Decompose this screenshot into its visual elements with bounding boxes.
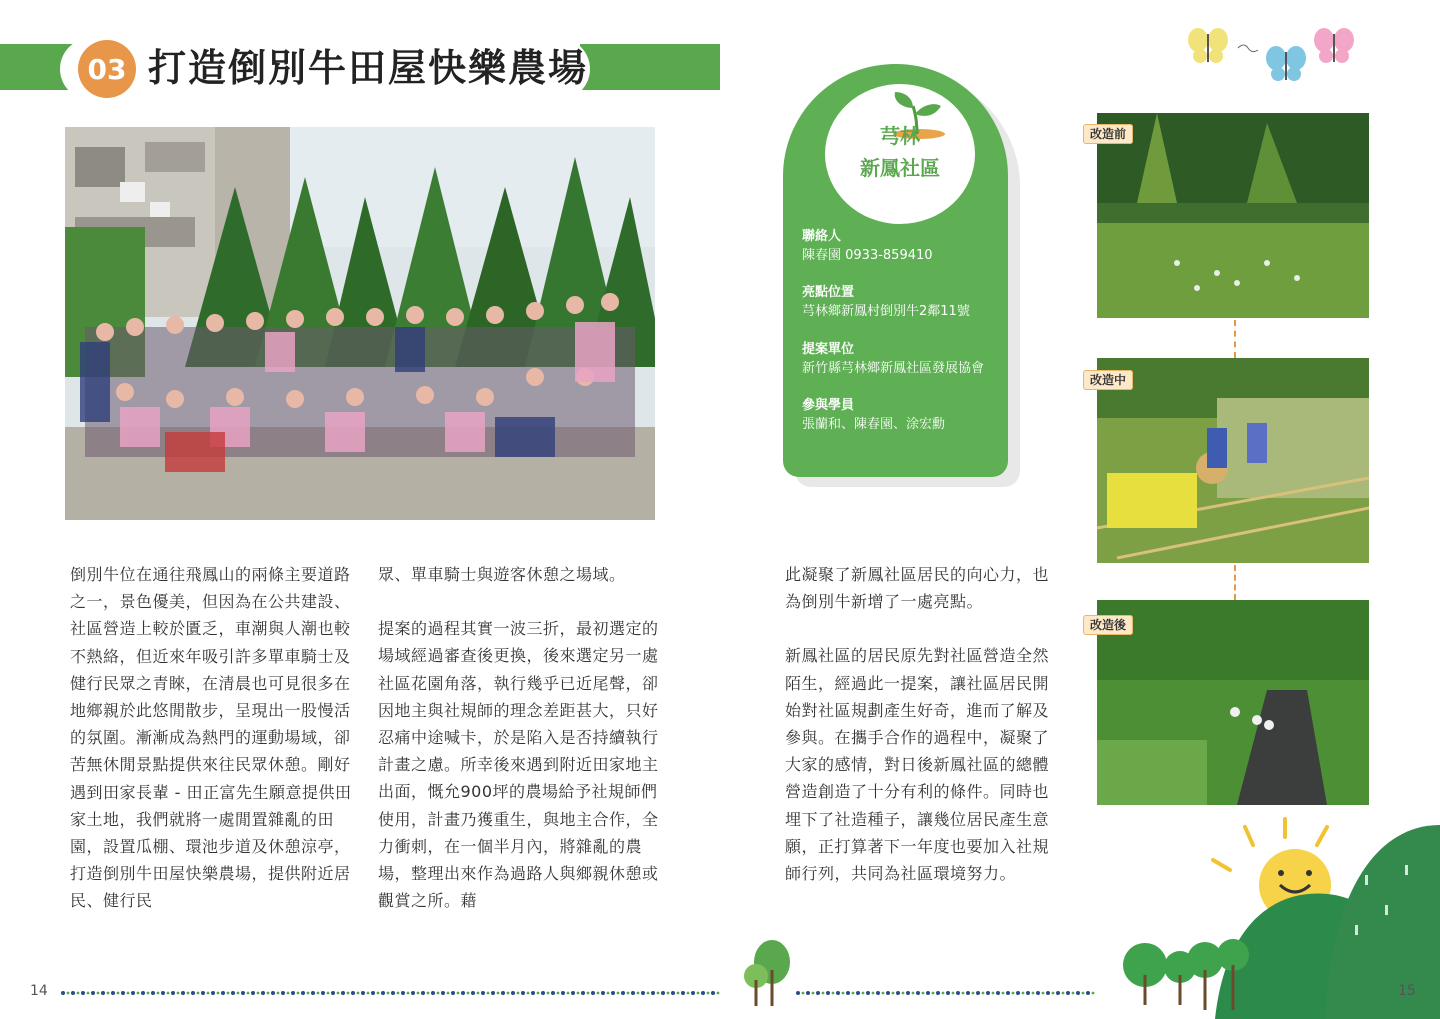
location-label: 亮點位置 (802, 285, 855, 300)
section-number: 03 (78, 40, 136, 98)
dashed-connector (1234, 320, 1236, 358)
members-value: 張蘭和、陳春園、涂宏勳 (802, 417, 946, 432)
org-value: 新竹縣芎林鄉新鳳社區發展協會 (802, 361, 985, 376)
stage-tag-during: 改造中 (1083, 369, 1133, 388)
card-community: 新鳳社區 (860, 156, 940, 180)
paragraph: 此凝聚了新鳳社區居民的向心力，也為倒別牛新增了一處亮點。 (785, 565, 1050, 612)
page-title: 打造倒別牛田屋快樂農場 (148, 46, 589, 90)
dashed-connector (1234, 565, 1236, 600)
title-bar-right (580, 44, 720, 90)
org-label: 提案單位 (802, 342, 855, 357)
members-label: 參與學員 (802, 398, 855, 413)
paragraph: 提案的過程其實一波三折，最初選定的場域經過審查後更換，後來選定另一處社區花園角落，執行幾乎已近尾聲，卻因地主與社規師的理念差距甚大，只好忍痛中途喊卡，於是陷入是否持續執行計畫之慮。所幸後來遇到附近田家地主出面，慨允900坪的農場給予社規師們使用，計畫乃獲重生，與地主合作，全力衝刺，在一個半月內，將雜亂的農場，整理出來作為過路人與鄉親休憩或觀賞之所。藉 (378, 619, 659, 911)
stage-tag-before: 改造前 (1083, 123, 1133, 142)
text-column-3 (785, 561, 1060, 914)
page-number-right: 15 (1398, 983, 1416, 999)
org-block (802, 340, 1002, 378)
location-block (802, 283, 1002, 321)
members-block (802, 396, 1002, 434)
paragraph: 倒別牛位在通往飛鳳山的兩條主要道路之一，景色優美，但因為在公共建設、社區營造上較於匱乏，車潮與人潮也較不熱絡，但近來年吸引許多單車騎士及健行民眾之青睞，在清晨也可見很多在地鄉親於此悠閒散步，呈現出一股慢活的氛圍。漸漸成為熱門的運動場域，卻苦無休閒景點提供來往民眾休憩。剛好遇到田家長輩 - 田正富先生願意提供田家土地，我們就將一處閒置雜亂的田園，設置瓜棚、環池步道及休憩涼亭，打造倒別牛田屋快樂農場，提供附近居民、健行民 (70, 565, 352, 911)
footer-dots-right (795, 990, 1095, 996)
footer-dots-left (60, 990, 720, 996)
tree-icon (742, 940, 794, 1006)
photo-after (1097, 600, 1369, 805)
contact-value: 陳春園 0933-859410 (802, 248, 933, 263)
contact-block (802, 227, 1002, 265)
text-column-1 (70, 561, 360, 942)
photo-before (1097, 113, 1369, 318)
paragraph: 新鳳社區的居民原先對社區營造全然陌生，經過此一提案，讓社區居民開始對社區規劃產生好奇，進而了解及參與。在攜手合作的過程中，凝聚了大家的感情，對日後新鳳社區的總體營造創造了十分有利的條件。同時也埋下了社造種子，讓幾位居民產生意願，正打算著下一年度也要加入社規師行列，共同為社區環境努力。 (785, 646, 1050, 884)
stage-tag-after: 改造後 (1083, 614, 1133, 633)
card-area: 芎林 (880, 124, 920, 148)
card-name (825, 120, 975, 184)
photo-during (1097, 358, 1369, 563)
hills-decoration (1105, 815, 1440, 1019)
location-value: 芎林鄉新鳳村倒別牛2鄰11號 (802, 304, 970, 319)
page-number-left: 14 (30, 983, 48, 999)
contact-label: 聯絡人 (802, 229, 842, 244)
group-photo (65, 127, 655, 520)
paragraph: 眾、單車騎士與遊客休憩之場域。 (378, 565, 626, 584)
butterflies-icon (1180, 22, 1360, 92)
text-column-2 (378, 561, 663, 941)
